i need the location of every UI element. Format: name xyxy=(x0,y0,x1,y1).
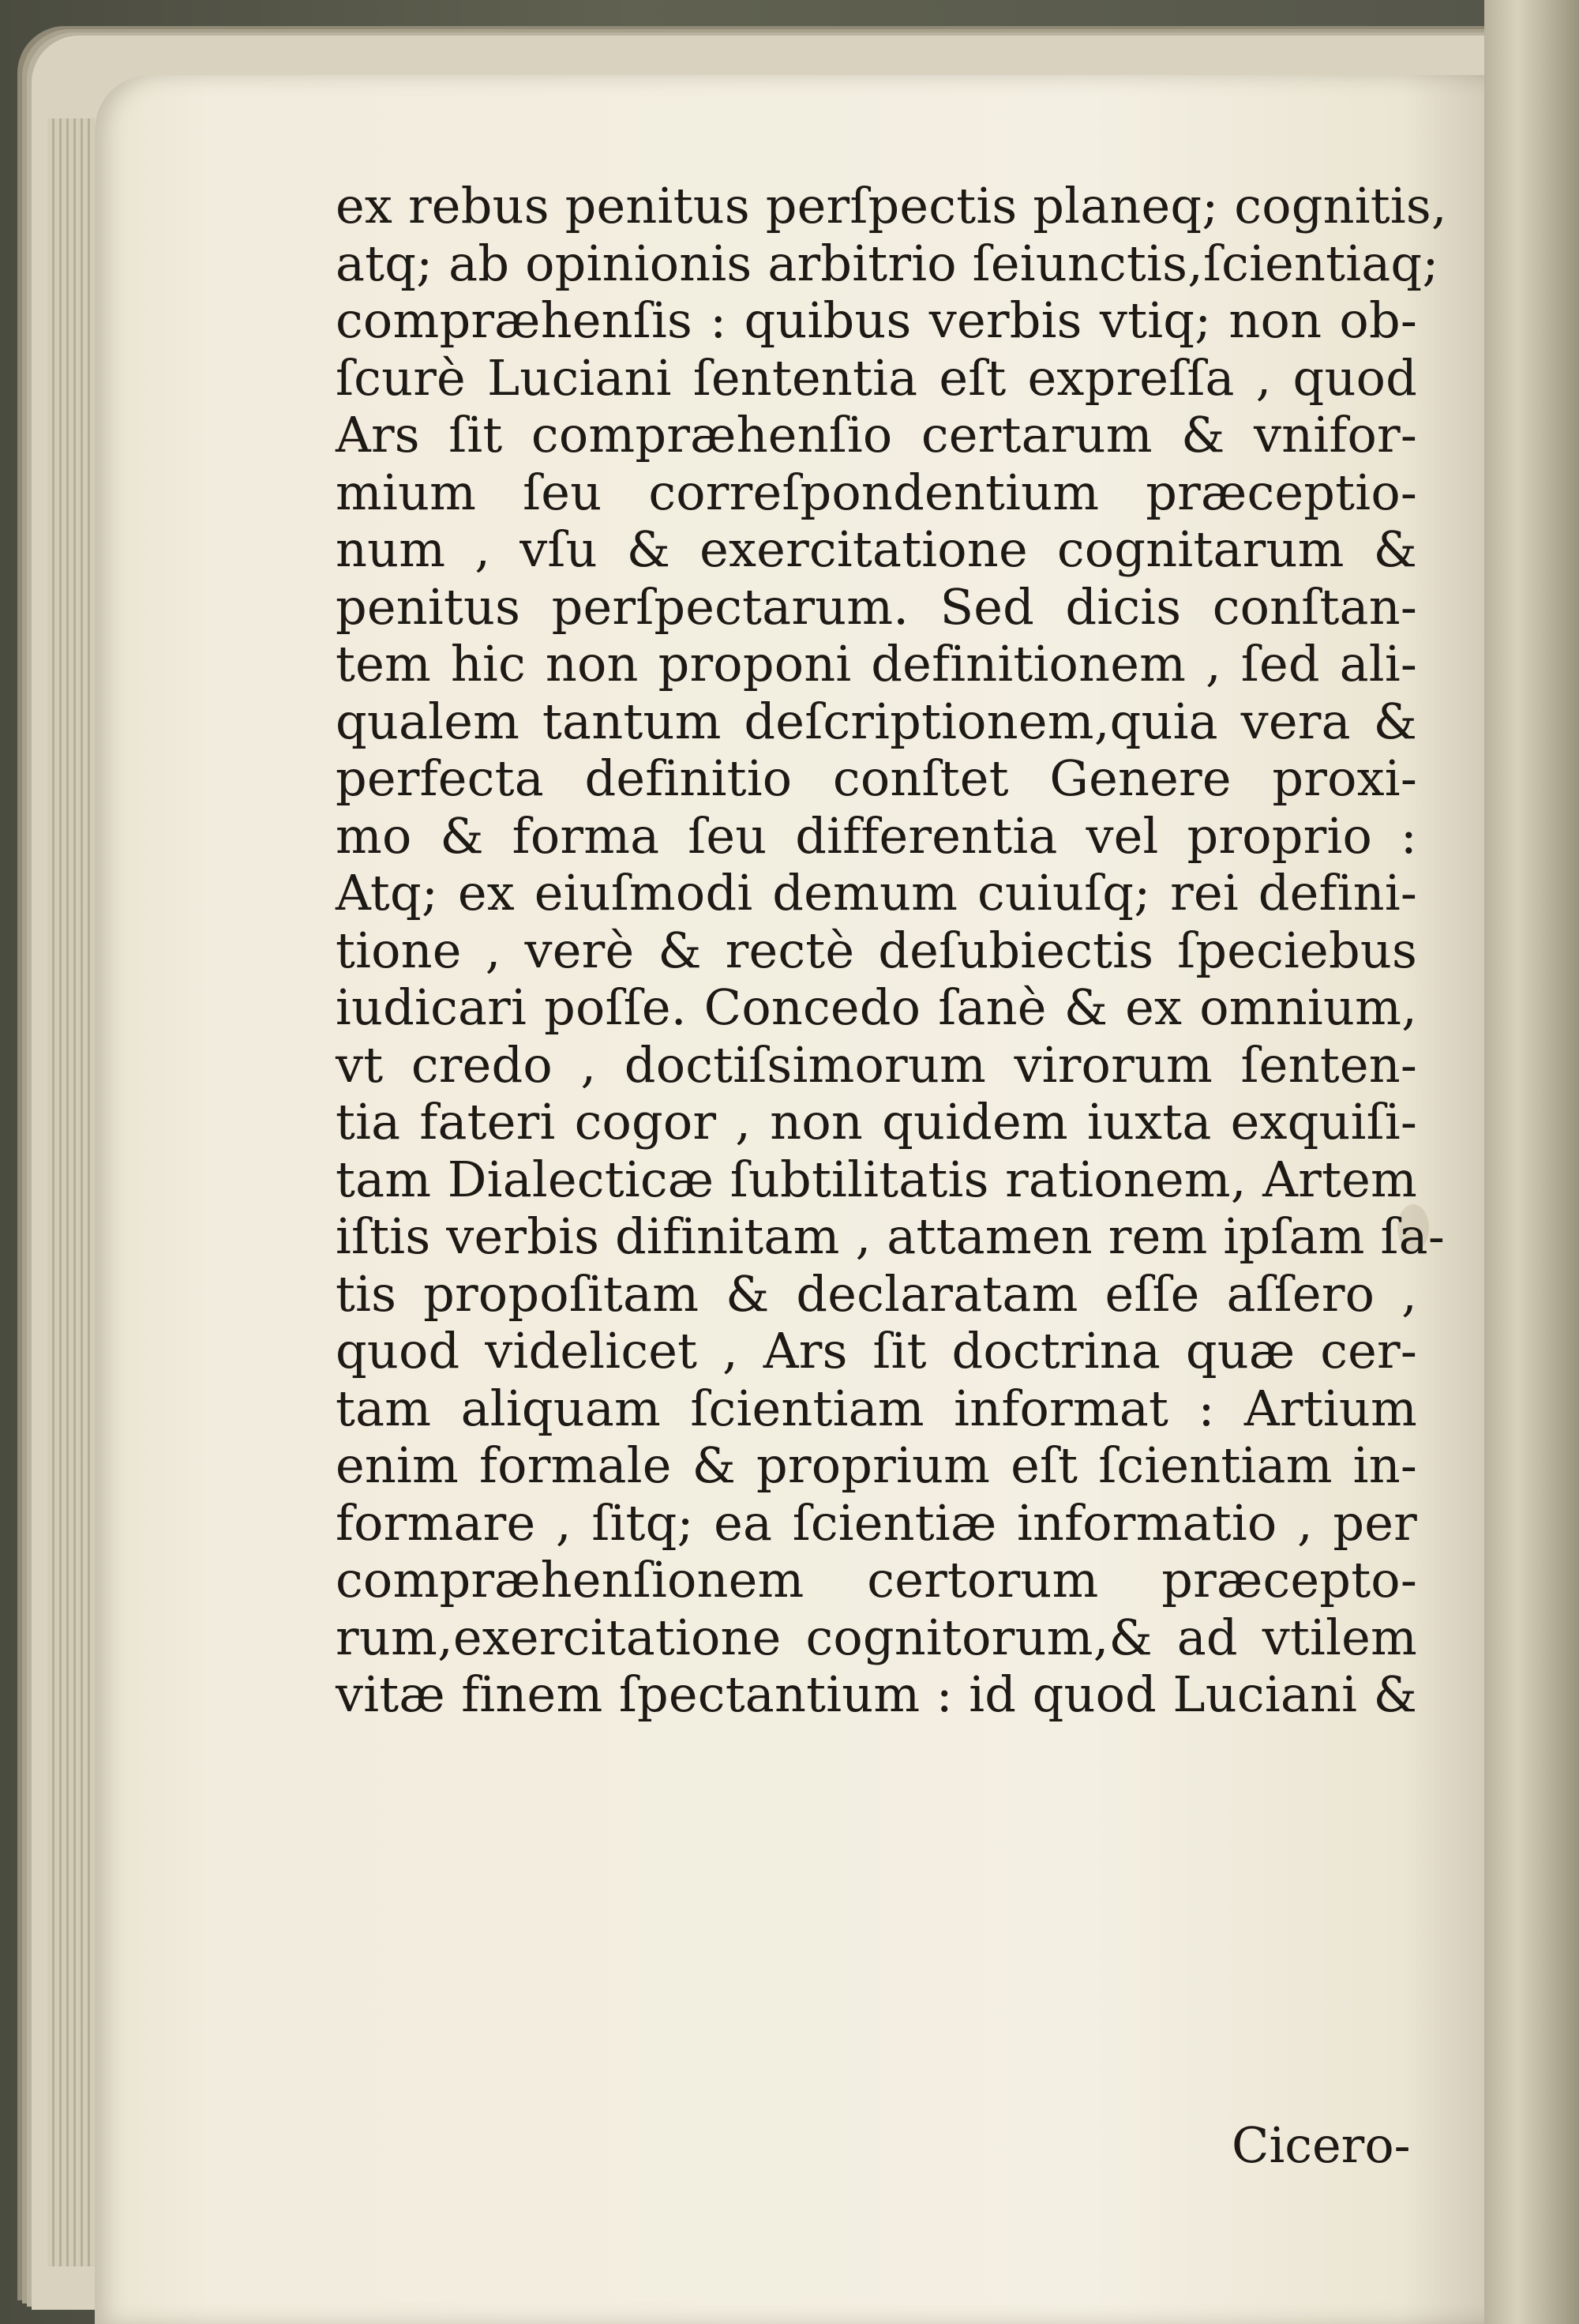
text-line: Atq; ex eiuſmodi demum cuiuſq; rei defini- xyxy=(336,864,1417,922)
text-line: ſcurè Luciani ſententia eſt expreſſa , quod xyxy=(336,348,1417,407)
text-line: tis propoſitam & declaratam eſſe aſſero , xyxy=(336,1264,1417,1323)
text-line: ex rebus penitus perſpectis planeq; cognitis, xyxy=(336,177,1447,235)
text-line: mo & forma ſeu differentia vel proprio : xyxy=(336,806,1417,865)
page-edges xyxy=(47,118,95,2266)
text-line: vitæ finem ſpectantium : id quod Luciani & xyxy=(336,1665,1417,1723)
text-line: penitus perſpectarum. Sed dicis conſtan- xyxy=(336,577,1417,636)
text-line: iſtis verbis difinitam , attamen rem ipſam ſa- xyxy=(336,1207,1445,1265)
text-line: vt credo , doctiſsimorum virorum ſenten- xyxy=(336,1035,1417,1094)
text-line: tam Dialecticæ ſubtilitatis rationem, Artem xyxy=(336,1150,1417,1208)
text-line: mium ſeu correſpondentium præceptio- xyxy=(336,463,1417,521)
text-line: iudicari poſſe. Concedo ſanè & ex omnium, xyxy=(336,978,1417,1036)
text-line: num , vſu & exercitatione cognitarum & xyxy=(336,520,1417,578)
text-line: tia fateri cogor , non quidem iuxta exquiſi- xyxy=(336,1093,1417,1151)
catchword: Cicero- xyxy=(1232,2116,1411,2174)
text-line: qualem tantum deſcriptionem,quia vera & xyxy=(336,692,1417,750)
text-line: Ars ſit compræhenſio certarum & vnifor- xyxy=(336,406,1417,464)
page-text xyxy=(336,177,1447,1724)
book-gutter xyxy=(1484,0,1579,2324)
text-line: atq; ab opinionis arbitrio ſeiunctis,ſcientiaq; xyxy=(336,234,1439,292)
text-line: tem hic non proponi definitionem , ſed ali- xyxy=(336,635,1417,693)
text-line: compræhenſis : quibus verbis vtiq; non ob- xyxy=(336,291,1417,349)
text-line: quod videlicet , Ars ſit doctrina quæ cer- xyxy=(336,1322,1417,1380)
text-line: enim formale & proprium eſt ſcientiam in- xyxy=(336,1436,1417,1494)
text-line: tione , verè & rectè deſubiectis ſpeciebus xyxy=(336,921,1417,979)
text-line: compræhenſionem certorum præcepto- xyxy=(336,1551,1417,1609)
text-line: tam aliquam ſcientiam informat : Artium xyxy=(336,1379,1417,1437)
text-line: formare , ſitq; ea ſcientiæ informatio , per xyxy=(336,1493,1417,1552)
text-line: rum,exercitatione cognitorum,& ad vtilem xyxy=(336,1608,1417,1666)
text-line: perfecta definitio conſtet Genere proxi- xyxy=(336,749,1417,807)
